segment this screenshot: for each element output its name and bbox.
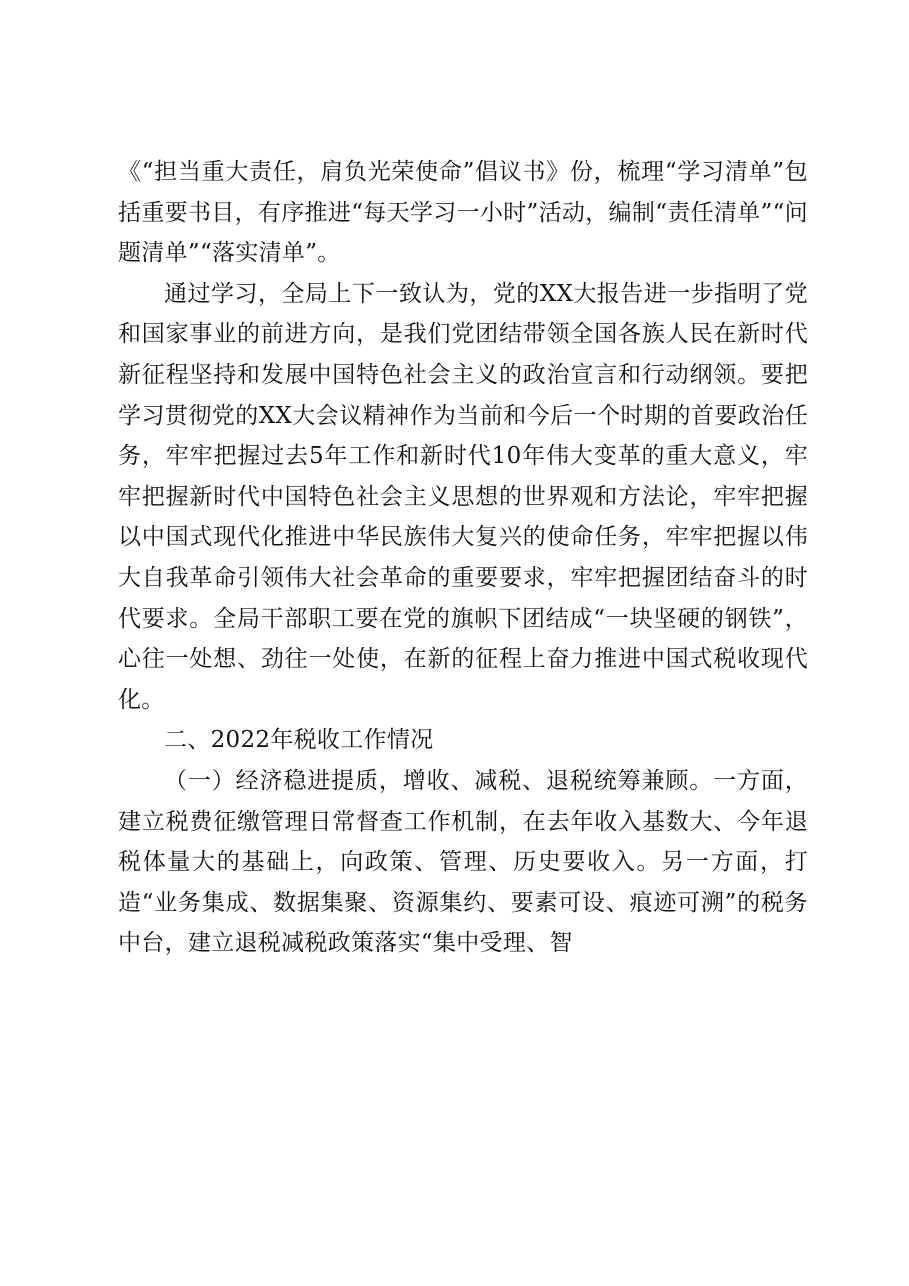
paragraph-initiative-lists: 《“担当重大责任，肩负光荣使命”倡议书》份，梳理“学习清单”包括重要书目，有序推进“每天学习一小时”活动，编制“责任清单”“问题清单”“落实清单”。: [118, 159, 808, 267]
document-body: [118, 152, 808, 964]
paragraph-economy-stable: （一）经济稳进提质，增收、减税、退税统筹兼顾。一方面，建立税费征缴管理日常督查工作机制，在去年收入基数大、今年退税体量大的基础上，向政策、管理、历史要收入。另一方面，打造“业务集成、数据集聚、资源集约、要素可设、痕迹可溯”的税务中台，建立退税减税政策落实“集中受理、智: [118, 767, 808, 957]
paragraph-study-consensus: 通过学习，全局上下一致认为，党的XX大报告进一步指明了党和国家事业的前进方向，是我们党团结带领全国各族人民在新时代新征程坚持和发展中国特色社会主义的政治宣言和行动纲领。要把学习贯彻党的XX大会议精神作为当前和今后一个时期的首要政治任务，牢牢把握过去5年工作和新时代10年伟大变革的重大意义，牢牢把握新时代中国特色社会主义思想的世界观和方法论，牢牢把握以中国式现代化推进中华民族伟大复兴的使命任务，牢牢把握以伟大自我革命引领伟大社会革命的重要要求，牢牢把握团结奋斗的时代要求。全局干部职工要在党的旗帜下团结成“一块坚硬的钢铁”，心往一处想、劲往一处使，在新的征程上奋力推进中国式税收现代化。: [118, 280, 808, 713]
section-heading-tax-work-2022: 二、2022年税收工作情况: [164, 727, 434, 754]
